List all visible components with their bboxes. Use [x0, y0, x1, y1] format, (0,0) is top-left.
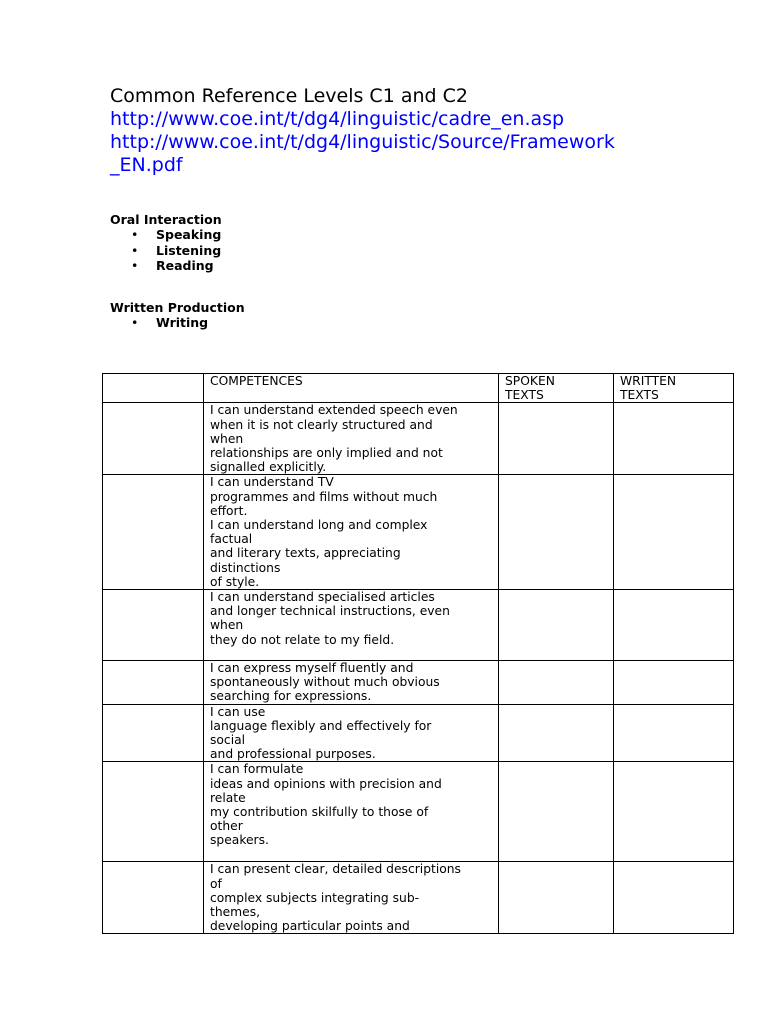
document-title: Common Reference Levels C1 and C2 — [110, 85, 468, 107]
competence-cell — [204, 661, 499, 705]
level-cell[interactable] — [103, 862, 204, 934]
written-production-section — [110, 300, 245, 331]
competence-text-line: my contribution skilfully to those of — [210, 805, 429, 820]
table-header-row — [103, 374, 734, 403]
competence-text-line: I can understand specialised articles — [210, 590, 435, 605]
competence-text-line: I can understand long and complex — [210, 518, 428, 533]
competence-text-line: when it is not clearly structured and — [210, 417, 433, 432]
competence-cell — [204, 475, 499, 590]
competence-text-line: social — [210, 733, 246, 748]
framework-link[interactable]: http://www.coe.int/t/dg4/linguistic/Source/Framework — [110, 131, 615, 153]
table-row — [103, 704, 734, 762]
competence-text-line: effort. — [210, 503, 248, 518]
oral-interaction-section — [110, 212, 222, 274]
competence-cell — [204, 704, 499, 762]
competence-text-line: spontaneously without much obvious — [210, 675, 440, 690]
competence-text-line: of style. — [210, 574, 260, 589]
list-item: • Reading — [110, 258, 222, 273]
competence-text-line: themes, — [210, 905, 261, 920]
list-item: • Listening — [110, 243, 222, 258]
competence-text-line: I can understand extended speech even — [210, 403, 458, 418]
level-cell[interactable] — [103, 475, 204, 590]
spoken-texts-cell[interactable] — [499, 704, 614, 762]
written-texts-cell[interactable] — [614, 403, 734, 475]
spoken-texts-cell[interactable] — [499, 661, 614, 705]
bullet-list — [110, 315, 245, 330]
header-cell-spoken-texts — [499, 374, 614, 403]
written-texts-cell[interactable] — [614, 590, 734, 661]
competence-text-line: distinctions — [210, 560, 281, 575]
section-heading: Oral Interaction — [110, 212, 222, 227]
competence-text-line: relate — [210, 790, 246, 805]
written-texts-cell[interactable] — [614, 475, 734, 590]
header-label-line: TEXTS — [620, 388, 659, 403]
competence-text-line: ideas and opinions with precision and — [210, 776, 442, 791]
table-body — [103, 374, 734, 934]
competence-text-line: and literary texts, appreciating — [210, 546, 401, 561]
level-cell[interactable] — [103, 704, 204, 762]
header-label-line: SPOKEN — [505, 374, 555, 388]
level-cell[interactable] — [103, 762, 204, 862]
competence-text-line: language flexibly and effectively for — [210, 718, 432, 733]
written-texts-cell[interactable] — [614, 704, 734, 762]
bullet-list — [110, 227, 222, 273]
competence-text-line: complex subjects integrating sub- — [210, 890, 420, 905]
spoken-texts-cell[interactable] — [499, 403, 614, 475]
written-texts-cell[interactable] — [614, 862, 734, 934]
document-header — [110, 84, 710, 177]
competence-cell — [204, 762, 499, 862]
spoken-texts-cell[interactable] — [499, 762, 614, 862]
table-row — [103, 475, 734, 590]
header-label-line: WRITTEN — [620, 374, 677, 388]
header-cell-blank — [103, 374, 204, 403]
competence-text-line: speakers. — [210, 833, 269, 848]
competence-cell — [204, 590, 499, 661]
competence-text-line: signalled explicitly. — [210, 460, 327, 475]
competences-table — [102, 373, 734, 934]
level-cell[interactable] — [103, 590, 204, 661]
competence-text-line: of — [210, 876, 222, 891]
competence-text-line: when — [210, 618, 244, 633]
competence-text-line: I can express myself fluently and — [210, 661, 414, 676]
competence-cell — [204, 403, 499, 475]
section-heading: Written Production — [110, 300, 245, 315]
competence-text-line: I can use — [210, 704, 266, 719]
competence-text-line: relationships are only implied and not — [210, 446, 443, 461]
table-row — [103, 403, 734, 475]
table-row — [103, 762, 734, 862]
competence-text-line: programmes and films without much — [210, 489, 438, 504]
competence-text-line: factual — [210, 532, 253, 547]
table-row — [103, 590, 734, 661]
spoken-texts-cell[interactable] — [499, 590, 614, 661]
competence-text-line: I can present clear, detailed descriptions — [210, 862, 461, 877]
competence-cell — [204, 862, 499, 934]
table-row — [103, 862, 734, 934]
cadre-link[interactable]: http://www.coe.int/t/dg4/linguistic/cadre_en.asp — [110, 108, 565, 130]
competence-text-line: when — [210, 431, 244, 446]
competence-text-line: I can formulate — [210, 762, 304, 777]
level-cell[interactable] — [103, 403, 204, 475]
header-cell-competences: COMPETENCES — [204, 374, 499, 403]
competence-text-line: and professional purposes. — [210, 747, 376, 762]
competence-text-line: they do not relate to my field. — [210, 632, 395, 647]
spoken-texts-cell[interactable] — [499, 862, 614, 934]
list-item: • Writing — [110, 315, 245, 330]
competence-text-line: other — [210, 819, 243, 834]
competence-text-line: and longer technical instructions, even — [210, 604, 450, 619]
table-row — [103, 661, 734, 705]
competence-text-line: searching for expressions. — [210, 689, 372, 704]
spoken-texts-cell[interactable] — [499, 475, 614, 590]
written-texts-cell[interactable] — [614, 762, 734, 862]
competence-text-line: I can understand TV — [210, 475, 334, 490]
written-texts-cell[interactable] — [614, 661, 734, 705]
framework-link-continuation[interactable]: _EN.pdf — [110, 154, 183, 176]
list-item: • Speaking — [110, 227, 222, 242]
header-label-line: TEXTS — [505, 388, 544, 403]
competence-text-line: developing particular points and — [210, 919, 410, 934]
level-cell[interactable] — [103, 661, 204, 705]
header-cell-written-texts — [614, 374, 734, 403]
